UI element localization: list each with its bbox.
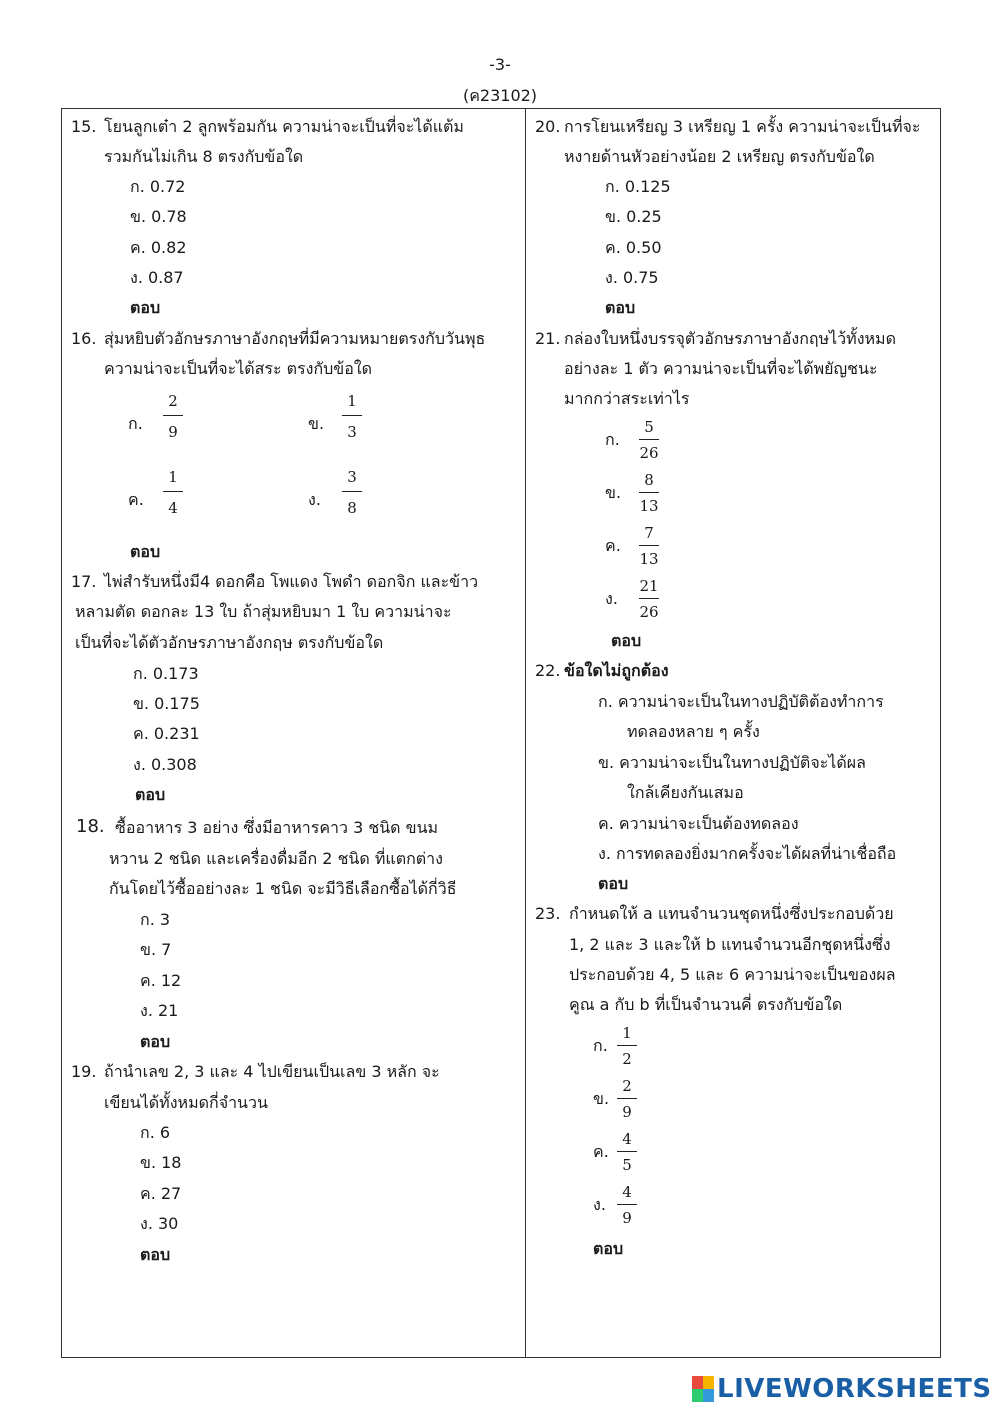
q21-answer-label: ตอบ <box>611 631 642 650</box>
q18-answer-label: ตอบ <box>140 1032 171 1051</box>
q21-choice-c-denominator: 13 <box>639 550 659 569</box>
q19-choice-d[interactable]: ง. 30 <box>140 1214 179 1233</box>
fraction-bar <box>617 1098 637 1099</box>
q19-choice-b[interactable]: ข. 18 <box>140 1153 182 1172</box>
q23-choice-d-label[interactable]: ง. <box>593 1195 606 1214</box>
q21-choice-a-numerator: 5 <box>644 418 654 436</box>
fraction-bar <box>639 598 659 599</box>
q16-choice-c-label[interactable]: ค. <box>128 490 144 509</box>
logo-square-blue <box>703 1389 714 1402</box>
q16-choice-a-label[interactable]: ก. <box>128 414 143 433</box>
q23-choice-a-fraction[interactable] <box>614 1024 640 1068</box>
q20-choice-d[interactable]: ง. 0.75 <box>605 268 659 287</box>
q23-choice-a-denominator: 2 <box>622 1050 632 1069</box>
q20-answer-label: ตอบ <box>605 298 636 317</box>
q23-choice-d-numerator: 4 <box>622 1183 632 1201</box>
q20-choice-a[interactable]: ก. 0.125 <box>605 177 671 196</box>
q17-number: 17. <box>71 572 97 591</box>
q23-choice-b-label[interactable]: ข. <box>593 1089 610 1108</box>
q16-text-2: ความน่าจะเป็นที่จะได้สระ ตรงกับข้อใด <box>104 359 373 378</box>
q16-choice-a-fraction[interactable] <box>160 392 186 441</box>
q18-choice-c[interactable]: ค. 12 <box>140 971 182 990</box>
q23-text-2: 1, 2 และ 3 และให้ b แทนจำนวนอีกชุดหนึ่งซึ่ง <box>569 935 891 954</box>
q15-text-2: รวมกันไม่เกิน 8 ตรงกับข้อใด <box>104 147 304 166</box>
liveworksheets-logo[interactable] <box>692 1373 992 1405</box>
q17-choice-b[interactable]: ข. 0.175 <box>133 694 200 713</box>
q21-choice-d-fraction[interactable] <box>636 577 662 621</box>
q22-choice-b-2[interactable]: ใกล้เคียงกันเสมอ <box>627 783 744 802</box>
q16-choice-a-numerator: 2 <box>168 392 178 410</box>
q20-choice-b[interactable]: ข. 0.25 <box>605 207 662 226</box>
q23-choice-b-fraction[interactable] <box>614 1077 640 1121</box>
q23-choice-c-numerator: 4 <box>622 1130 632 1148</box>
q16-choice-b-denominator: 3 <box>347 423 357 442</box>
q16-choice-d-label[interactable]: ง. <box>308 490 321 509</box>
logo-square-yellow <box>703 1376 714 1389</box>
q22-answer-label: ตอบ <box>598 874 629 893</box>
q22-choice-a-2[interactable]: ทดลองหลาย ๆ ครั้ง <box>627 722 760 741</box>
q16-text-1: สุ่มหยิบตัวอักษรภาษาอังกฤษที่มีความหมายตรงกับวันพุธ <box>104 329 486 348</box>
q21-choice-b-denominator: 13 <box>639 497 659 516</box>
q21-choice-b-label[interactable]: ข. <box>605 483 622 502</box>
q23-text-3: ประกอบด้วย 4, 5 และ 6 ความน่าจะเป็นของผล <box>569 965 896 984</box>
fraction-bar <box>639 545 659 546</box>
q15-choice-c[interactable]: ค. 0.82 <box>130 238 187 257</box>
q17-text-2: หลามตัด ดอกละ 13 ใบ ถ้าสุ่มหยิบมา 1 ใบ ความน่าจะ <box>75 602 452 621</box>
q19-text-1: ถ้านำเลข 2, 3 และ 4 ไปเขียนเป็นเลข 3 หลัก จะ <box>104 1062 440 1081</box>
q22-choice-d[interactable]: ง. การทดลองยิ่งมากครั้งจะได้ผลที่น่าเชื่อถือ <box>598 844 897 863</box>
fraction-bar <box>639 439 659 440</box>
q21-choice-a-label[interactable]: ก. <box>605 430 620 449</box>
q21-choice-c-numerator: 7 <box>644 524 654 542</box>
q18-choice-d[interactable]: ง. 21 <box>140 1001 179 1020</box>
q21-choice-a-denominator: 26 <box>639 444 659 463</box>
logo-square-red <box>692 1376 703 1389</box>
logo-text: LIVEWORKSHEETS <box>717 1374 992 1404</box>
q18-text-2: หวาน 2 ชนิด และเครื่องดื่มอีก 2 ชนิด ที่แตกต่าง <box>109 849 443 868</box>
q21-text-2: อย่างละ 1 ตัว ความน่าจะเป็นที่จะได้พยัญชนะ <box>564 359 878 378</box>
q21-choice-b-fraction[interactable] <box>636 471 662 515</box>
q16-choice-b-fraction[interactable] <box>339 392 365 441</box>
q22-choice-b-1[interactable]: ข. ความน่าจะเป็นในทางปฏิบัติจะได้ผล <box>598 753 866 772</box>
q23-choice-c-denominator: 5 <box>622 1156 632 1175</box>
q21-choice-c-label[interactable]: ค. <box>605 536 621 555</box>
q23-text-4: คูณ a กับ b ที่เป็นจำนวนคี่ ตรงกับข้อใด <box>569 995 843 1014</box>
q16-number: 16. <box>71 329 97 348</box>
q21-choice-a-fraction[interactable] <box>636 418 662 462</box>
q17-choice-a[interactable]: ก. 0.173 <box>133 664 199 683</box>
q16-choice-a-denominator: 9 <box>168 423 178 442</box>
page-number: -3- <box>489 55 511 74</box>
q16-choice-c-denominator: 4 <box>168 499 178 518</box>
q22-text-1: ข้อใดไม่ถูกต้อง <box>564 661 669 680</box>
q15-number: 15. <box>71 117 97 136</box>
q21-choice-d-denominator: 26 <box>639 603 659 622</box>
q22-choice-c[interactable]: ค. ความน่าจะเป็นต้องทดลอง <box>598 814 799 833</box>
fraction-bar <box>342 491 362 492</box>
q22-choice-a-1[interactable]: ก. ความน่าจะเป็นในทางปฏิบัติต้องทำการ <box>598 692 884 711</box>
q20-text-1: การโยนเหรียญ 3 เหรียญ 1 ครั้ง ความน่าจะเป็นที่จะ <box>564 117 921 136</box>
q23-choice-c-fraction[interactable] <box>614 1130 640 1174</box>
q16-choice-d-numerator: 3 <box>347 468 357 486</box>
q20-text-2: หงายด้านหัวอย่างน้อย 2 เหรียญ ตรงกับข้อใด <box>564 147 875 166</box>
q20-number: 20. <box>535 117 561 136</box>
q19-choice-a[interactable]: ก. 6 <box>140 1123 171 1142</box>
q19-number: 19. <box>71 1062 97 1081</box>
q23-answer-label: ตอบ <box>593 1239 624 1258</box>
q18-text-3: กันโดยไว้ซื้ออย่างละ 1 ชนิด จะมีวิธีเลือกซื้อได้กี่วิธี <box>109 879 457 898</box>
q16-choice-b-label[interactable]: ข. <box>308 414 325 433</box>
q23-choice-a-numerator: 1 <box>622 1024 632 1042</box>
q21-choice-c-fraction[interactable] <box>636 524 662 568</box>
q18-number: 18. <box>76 816 105 837</box>
fraction-bar <box>342 415 362 416</box>
q16-choice-d-fraction[interactable] <box>339 468 365 517</box>
q23-choice-c-label[interactable]: ค. <box>593 1142 609 1161</box>
q15-choice-a[interactable]: ก. 0.72 <box>130 177 186 196</box>
q20-choice-c[interactable]: ค. 0.50 <box>605 238 662 257</box>
q21-text-1: กล่องใบหนึ่งบรรจุตัวอักษรภาษาอังกฤษไว้ทั้งหมด <box>564 329 896 348</box>
q15-choice-b[interactable]: ข. 0.78 <box>130 207 187 226</box>
q16-choice-c-numerator: 1 <box>168 468 178 486</box>
q19-answer-label: ตอบ <box>140 1245 171 1264</box>
q23-choice-b-denominator: 9 <box>622 1103 632 1122</box>
fraction-bar <box>163 491 183 492</box>
course-code: (ค23102) <box>462 86 538 105</box>
logo-square-green <box>692 1389 703 1402</box>
fraction-bar <box>639 492 659 493</box>
q23-choice-d-denominator: 9 <box>622 1209 632 1228</box>
fraction-bar <box>163 415 183 416</box>
q18-choice-b[interactable]: ข. 7 <box>140 940 172 959</box>
q23-choice-a-label[interactable]: ก. <box>593 1036 608 1055</box>
q21-text-3: มากกว่าสระเท่าไร <box>564 389 690 408</box>
q23-choice-b-numerator: 2 <box>622 1077 632 1095</box>
q18-choice-a[interactable]: ก. 3 <box>140 910 171 929</box>
fraction-bar <box>617 1151 637 1152</box>
q21-choice-d-label[interactable]: ง. <box>605 589 618 608</box>
q15-choice-d[interactable]: ง. 0.87 <box>130 268 184 287</box>
q16-choice-b-numerator: 1 <box>347 392 357 410</box>
q15-answer-label: ตอบ <box>130 298 161 317</box>
q17-choice-d[interactable]: ง. 0.308 <box>133 755 197 774</box>
q21-choice-d-numerator: 21 <box>639 577 659 595</box>
q23-number: 23. <box>535 904 561 923</box>
q22-number: 22. <box>535 661 561 680</box>
q21-choice-b-numerator: 8 <box>644 471 654 489</box>
q17-choice-c[interactable]: ค. 0.231 <box>133 724 200 743</box>
q19-text-2: เขียนได้ทั้งหมดกี่จำนวน <box>104 1093 268 1112</box>
q16-choice-c-fraction[interactable] <box>160 468 186 517</box>
fraction-bar <box>617 1204 637 1205</box>
q15-text-1: โยนลูกเต๋า 2 ลูกพร้อมกัน ความน่าจะเป็นที่จะได้แต้ม <box>104 117 464 136</box>
liveworksheets-icon <box>692 1376 714 1402</box>
column-divider <box>525 108 526 1358</box>
q18-text-1: ซื้ออาหาร 3 อย่าง ซึ่งมีอาหารคาว 3 ชนิด ขนม <box>115 818 439 837</box>
q17-text-1: ไพ่สำรับหนึ่งมี4 ดอกคือ โพแดง โพดำ ดอกจิก และข้าว <box>104 572 479 591</box>
q23-text-1: กำหนดให้ a แทนจำนวนชุดหนึ่งซึ่งประกอบด้วย <box>569 904 894 923</box>
q21-number: 21. <box>535 329 561 348</box>
q16-choice-d-denominator: 8 <box>347 499 357 518</box>
q17-answer-label: ตอบ <box>135 785 166 804</box>
q17-text-3: เป็นที่จะได้ตัวอักษรภาษาอังกฤษ ตรงกับข้อใด <box>75 633 384 652</box>
fraction-bar <box>617 1045 637 1046</box>
q19-choice-c[interactable]: ค. 27 <box>140 1184 182 1203</box>
q16-answer-label: ตอบ <box>130 542 161 561</box>
q23-choice-d-fraction[interactable] <box>614 1183 640 1227</box>
